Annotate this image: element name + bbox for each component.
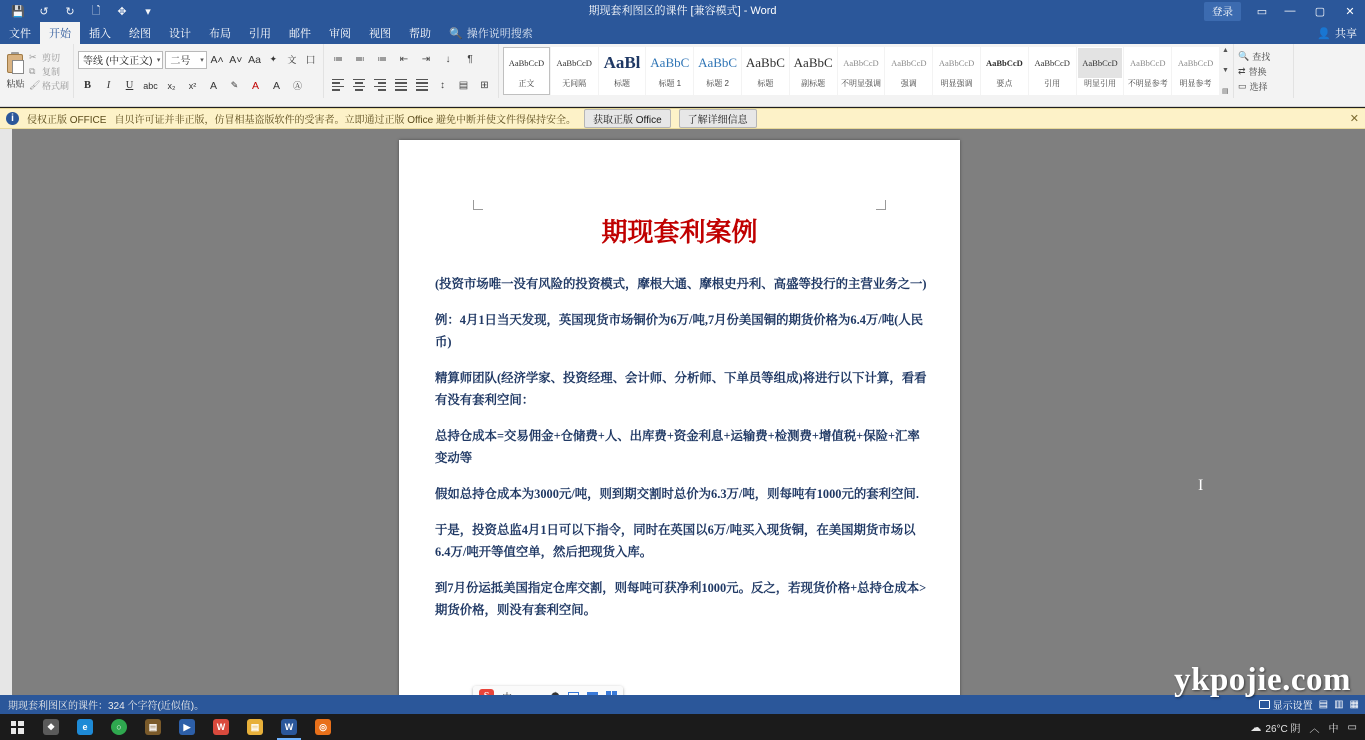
style-name: 引用 bbox=[1044, 78, 1061, 88]
word-count-status[interactable]: 期现套利图区的课件：324 个字符(近似值)。 bbox=[8, 701, 205, 712]
format-painter-icon: 🖌 bbox=[28, 80, 41, 90]
status-bar bbox=[0, 695, 1365, 714]
taskbar bbox=[0, 714, 1365, 740]
style-card[interactable] bbox=[599, 47, 646, 95]
style-preview: AaBbCcD bbox=[891, 57, 927, 68]
style-preview: AaBbCcD bbox=[556, 57, 592, 68]
margin-corner-top-left bbox=[473, 200, 483, 210]
format-painter-button[interactable] bbox=[29, 79, 69, 92]
wps-icon: W bbox=[213, 719, 229, 735]
notification-center-icon[interactable]: ▭ bbox=[1347, 721, 1357, 733]
style-preview: AaBl bbox=[603, 52, 641, 72]
style-card[interactable] bbox=[646, 47, 693, 95]
weather-label: 26°C 阴 bbox=[1265, 723, 1301, 735]
select-icon: ▭ bbox=[1238, 80, 1247, 91]
style-name: 标题 2 bbox=[706, 78, 729, 88]
group-styles bbox=[499, 44, 1234, 98]
format-painter-label: 格式刷 bbox=[41, 80, 69, 91]
weather-widget[interactable] bbox=[1250, 720, 1300, 735]
strikethrough-button[interactable]: abc bbox=[143, 80, 158, 91]
style-name: 不明显参考 bbox=[1127, 78, 1168, 88]
style-preview: AaBbCcD bbox=[1034, 57, 1070, 68]
tab-file[interactable]: 文件 bbox=[9, 28, 31, 40]
web-layout-icon[interactable]: ▥ bbox=[1334, 699, 1344, 710]
paragraph: 总持仓成本=交易佣金+仓储费+人、出库费+资金利息+运输费+检测费+增值税+保险+汇率变动等 bbox=[435, 429, 920, 465]
shading-button[interactable]: ▤ bbox=[458, 80, 469, 91]
system-tray bbox=[1250, 714, 1365, 740]
tab-mailings[interactable]: 邮件 bbox=[289, 28, 311, 40]
display-settings-label: 显示设置 bbox=[1272, 701, 1313, 712]
taskbar-item-word[interactable] bbox=[272, 714, 306, 740]
touch-mode-icon[interactable]: ✥ bbox=[117, 5, 127, 18]
customize-quick-access-icon[interactable]: ▾ bbox=[145, 5, 151, 18]
print-layout-icon[interactable]: ▤ bbox=[1318, 699, 1329, 710]
word-icon: W bbox=[281, 719, 297, 735]
italic-button[interactable]: I bbox=[106, 80, 111, 91]
margin-corner-top-right bbox=[876, 200, 886, 210]
taskbar-item-browser[interactable] bbox=[306, 714, 340, 740]
style-preview: AaBbC bbox=[793, 54, 833, 70]
justify-button[interactable] bbox=[391, 76, 410, 95]
watermark: ykpojie.com bbox=[1174, 662, 1351, 698]
license-notification-bar bbox=[0, 108, 1365, 129]
superscript-button[interactable]: x² bbox=[188, 80, 197, 91]
subscript-button[interactable]: x₂ bbox=[167, 80, 176, 91]
multilevel-list-button[interactable]: ≔ bbox=[377, 54, 387, 65]
align-right-button[interactable] bbox=[370, 76, 389, 95]
ribbon bbox=[0, 44, 1365, 107]
style-card[interactable] bbox=[790, 47, 837, 95]
tab-references[interactable]: 引用 bbox=[249, 28, 271, 40]
style-preview: AaBbCcD bbox=[1177, 57, 1214, 68]
display-settings-button[interactable] bbox=[1259, 697, 1313, 712]
tell-me-search[interactable] bbox=[440, 22, 542, 44]
tab-insert[interactable]: 插入 bbox=[89, 28, 111, 40]
style-preview: AaBbCcD bbox=[1130, 57, 1166, 68]
styles-more-icon[interactable]: ▤ bbox=[1221, 87, 1229, 95]
tray-chevron-icon[interactable]: ︿ bbox=[1309, 723, 1320, 735]
style-card[interactable] bbox=[694, 47, 741, 95]
paragraph: 于是，投资总监4月1日可以下指令，同时在英国以6万/吨买入现货铜，在美国期货市场以6.4万/吨开等值空单，然后把现货入库。 bbox=[435, 523, 916, 559]
style-card[interactable] bbox=[885, 47, 932, 95]
clear-formatting-button[interactable]: ✦ bbox=[269, 54, 277, 64]
taskbar-item-edge[interactable] bbox=[68, 714, 102, 740]
tab-layout[interactable]: 布局 bbox=[209, 28, 231, 40]
style-preview: AaBbCcD bbox=[843, 57, 879, 68]
title-bar bbox=[0, 0, 1365, 22]
close-button[interactable]: ✕ bbox=[1335, 0, 1365, 22]
style-preview: AaBbCcD bbox=[1078, 48, 1123, 78]
maximize-button[interactable]: ▢ bbox=[1314, 5, 1326, 18]
style-card[interactable] bbox=[503, 47, 550, 95]
replace-icon: ⇄ bbox=[1238, 65, 1246, 76]
sort-button[interactable]: ↓ bbox=[445, 54, 451, 65]
copy-label: 复制 bbox=[41, 66, 60, 77]
windows-start-icon[interactable] bbox=[0, 714, 34, 740]
learn-more-button[interactable]: 了解详细信息 bbox=[679, 109, 757, 128]
chrome-icon: ○ bbox=[111, 719, 127, 735]
paragraph: 假如总持仓成本为3000元/吨，则到期交割时总价为6.3万/吨，则每吨有1000元的套利空间. bbox=[435, 487, 919, 501]
read-mode-icon[interactable]: ▦ bbox=[1349, 699, 1359, 710]
style-name: 要点 bbox=[996, 78, 1013, 88]
share-button[interactable] bbox=[1317, 22, 1357, 44]
styles-scroll-up-icon[interactable]: ▲ bbox=[1221, 46, 1229, 54]
borders-button[interactable]: ⊞ bbox=[480, 80, 489, 91]
style-name: 副标题 bbox=[801, 78, 826, 88]
undo-icon[interactable]: ↺ bbox=[39, 5, 49, 18]
style-name: 不明显强调 bbox=[840, 78, 881, 88]
scissors-icon: ✂ bbox=[28, 52, 37, 62]
styles-scroll[interactable] bbox=[1222, 47, 1229, 95]
style-name: 明显强调 bbox=[940, 78, 973, 88]
browser-icon: ◎ bbox=[315, 719, 331, 735]
grow-font-button[interactable]: A˄ bbox=[210, 53, 224, 66]
style-preview: AaBbC bbox=[745, 54, 785, 70]
select-button[interactable] bbox=[1238, 80, 1289, 93]
media-player-icon: ▶ bbox=[179, 719, 195, 735]
paragraph: 例：4月1日当天发现，英国现货市场铜价为6万/吨,7月份美国铜的期货价格为6.4万/吨(人民币) bbox=[435, 313, 924, 349]
group-paragraph bbox=[324, 44, 499, 98]
status-right bbox=[1259, 697, 1359, 712]
bullets-button[interactable]: ≔ bbox=[333, 54, 343, 65]
enclose-characters-button[interactable]: Ⓐ bbox=[292, 81, 302, 91]
tab-review[interactable]: 审阅 bbox=[329, 28, 351, 40]
style-card[interactable] bbox=[1077, 47, 1124, 95]
taskbar-item-chrome[interactable] bbox=[102, 714, 136, 740]
cut-label: 剪切 bbox=[41, 52, 60, 63]
group-clipboard bbox=[0, 44, 74, 98]
increase-indent-button[interactable]: ⇥ bbox=[421, 54, 431, 65]
taskbar-item-media-player[interactable] bbox=[170, 714, 204, 740]
tab-draw[interactable]: 绘图 bbox=[129, 28, 151, 40]
language-indicator[interactable]: 中 bbox=[1328, 723, 1339, 735]
document-body[interactable] bbox=[435, 273, 930, 635]
style-card[interactable] bbox=[551, 47, 598, 95]
search-icon: 🔍 bbox=[1238, 50, 1250, 61]
style-name: 标题 bbox=[757, 78, 774, 88]
taskbar-item-wps[interactable] bbox=[204, 714, 238, 740]
notice-lead: 侵权正版 OFFICE bbox=[27, 115, 107, 126]
vertical-ruler bbox=[0, 129, 12, 695]
group-font bbox=[74, 44, 324, 98]
sign-in-button[interactable]: 登录 bbox=[1204, 2, 1241, 21]
style-preview: AaBbCcD bbox=[508, 57, 545, 68]
paragraph: 精算师团队(经济学家、投资经理、会计师、分析师、下单员等组成)将进行以下计算，看看有没有套利空间： bbox=[435, 371, 927, 407]
style-preview: AaBbCcD bbox=[985, 57, 1023, 68]
style-card[interactable] bbox=[1029, 47, 1076, 95]
paragraph: (投资市场唯一没有风险的投资模式，摩根大通、摩根史丹利、高盛等投行的主营业务之一) bbox=[435, 277, 927, 291]
monitor-icon bbox=[1259, 700, 1270, 709]
style-preview: AaBbCcD bbox=[938, 57, 975, 68]
tab-design[interactable]: 设计 bbox=[169, 28, 191, 40]
copy-icon: ⧉ bbox=[28, 66, 36, 76]
character-shading-button[interactable]: A bbox=[272, 79, 280, 92]
style-preview: AaBbC bbox=[650, 54, 690, 70]
new-document-icon[interactable]: 🗋 bbox=[91, 4, 101, 17]
align-left-button[interactable] bbox=[328, 76, 347, 95]
edge-icon: e bbox=[77, 719, 93, 735]
taskbar-item-explorer-pin[interactable] bbox=[136, 714, 170, 740]
style-name: 标题 bbox=[613, 78, 630, 88]
style-name: 正文 bbox=[518, 78, 535, 88]
text-effects-button[interactable]: A bbox=[209, 79, 217, 92]
phonetic-guide-button[interactable]: 文 bbox=[287, 55, 297, 65]
paste-icon bbox=[4, 52, 26, 76]
document-canvas[interactable] bbox=[0, 129, 1365, 695]
replace-button[interactable] bbox=[1238, 65, 1289, 78]
taskbar-item-file-explorer[interactable] bbox=[238, 714, 272, 740]
style-card[interactable] bbox=[981, 47, 1028, 95]
chevron-down-icon: ▾ bbox=[156, 56, 161, 64]
align-center-button[interactable] bbox=[349, 76, 368, 95]
file-explorer-icon: ▤ bbox=[247, 719, 263, 735]
show-formatting-marks-button[interactable]: ¶ bbox=[467, 54, 473, 65]
get-genuine-office-button[interactable]: 获取正版 Office bbox=[584, 109, 671, 128]
save-icon[interactable]: 💾 bbox=[11, 5, 25, 18]
document-title: 期现套利图区的课件 [兼容模式] - Word bbox=[588, 5, 777, 17]
cloud-icon: ☁ bbox=[1250, 721, 1262, 734]
styles-scroll-down-icon[interactable]: ▼ bbox=[1221, 67, 1229, 74]
folder-icon: ▤ bbox=[145, 719, 161, 735]
paste-label: 粘贴 bbox=[6, 79, 25, 89]
replace-label: 替换 bbox=[1248, 66, 1267, 77]
style-name: 明显参考 bbox=[1179, 78, 1212, 88]
tab-help[interactable]: 帮助 bbox=[409, 28, 431, 40]
numbering-button[interactable]: ≕ bbox=[355, 54, 365, 65]
style-name: 标题 1 bbox=[658, 78, 682, 88]
paragraph: 到7月份运抵美国指定仓库交割，则每吨可获净利1000元。反之，若现货价格+总持仓成本>期货价格，则没有套利空间。 bbox=[435, 581, 927, 617]
cut-button[interactable] bbox=[29, 51, 69, 64]
find-button[interactable] bbox=[1238, 50, 1289, 63]
close-icon[interactable]: ✕ bbox=[1349, 113, 1359, 125]
quick-access-toolbar bbox=[0, 4, 156, 18]
document-page[interactable] bbox=[399, 140, 960, 700]
text-cursor-icon: I bbox=[1198, 477, 1204, 494]
page-title: 期现套利案例 bbox=[601, 218, 758, 247]
taskbar-item-task-view[interactable] bbox=[34, 714, 68, 740]
select-label: 选择 bbox=[1249, 81, 1268, 92]
character-border-button[interactable]: 囗 bbox=[306, 55, 316, 65]
chevron-down-icon: ▾ bbox=[200, 56, 204, 64]
share-label: 共享 bbox=[1335, 28, 1357, 40]
text-highlight-button[interactable]: ✎ bbox=[230, 80, 239, 90]
style-name: 强调 bbox=[900, 78, 917, 88]
notice-message: 自贝许可证并非正版，仿冒相基盗版软件的受害者。立即通过正版 Office 避免中断并使文件得保持安全。 bbox=[114, 115, 576, 126]
style-card[interactable] bbox=[742, 47, 789, 95]
minimize-button[interactable]: — bbox=[1284, 5, 1296, 17]
ribbon-tabs bbox=[0, 22, 1365, 44]
paste-button[interactable] bbox=[4, 46, 27, 96]
style-card[interactable] bbox=[1124, 47, 1171, 95]
line-spacing-button[interactable]: ↕ bbox=[440, 80, 445, 91]
info-icon: i bbox=[6, 112, 19, 125]
window-controls bbox=[1204, 0, 1365, 22]
copy-button[interactable] bbox=[29, 65, 69, 78]
decrease-indent-button[interactable]: ⇤ bbox=[399, 54, 409, 65]
redo-icon[interactable]: ↻ bbox=[65, 5, 75, 18]
font-name-value: 等线 (中文正文) bbox=[83, 56, 153, 67]
shrink-font-button[interactable]: A˅ bbox=[229, 53, 243, 66]
task-view-icon: ❖ bbox=[43, 719, 59, 735]
ribbon-display-options-icon[interactable]: ▭ bbox=[1256, 5, 1268, 18]
change-case-button[interactable]: Aa bbox=[248, 53, 261, 66]
group-editing bbox=[1234, 44, 1294, 98]
style-card[interactable] bbox=[838, 47, 885, 95]
font-size-combobox[interactable] bbox=[165, 51, 206, 69]
bold-button[interactable]: B bbox=[83, 80, 91, 91]
style-card[interactable] bbox=[1172, 47, 1219, 95]
style-name: 无间隔 bbox=[562, 78, 587, 88]
font-color-button[interactable]: A bbox=[251, 79, 259, 92]
font-size-value: 二号 bbox=[170, 56, 191, 67]
tab-home[interactable]: 开始 bbox=[40, 22, 80, 44]
tab-view[interactable]: 视图 bbox=[369, 28, 391, 40]
tell-me-label: 操作说明搜索 bbox=[466, 28, 533, 40]
search-icon: 🔍 bbox=[449, 27, 463, 40]
find-label: 查找 bbox=[1252, 51, 1271, 62]
style-preview: AaBbC bbox=[698, 54, 738, 70]
share-icon: 👤 bbox=[1317, 27, 1331, 40]
style-name: 明显引用 bbox=[1083, 78, 1116, 88]
distribute-button[interactable] bbox=[412, 76, 431, 95]
style-card[interactable] bbox=[933, 47, 980, 95]
font-name-combobox[interactable] bbox=[78, 51, 163, 69]
underline-button[interactable]: U bbox=[125, 80, 134, 91]
